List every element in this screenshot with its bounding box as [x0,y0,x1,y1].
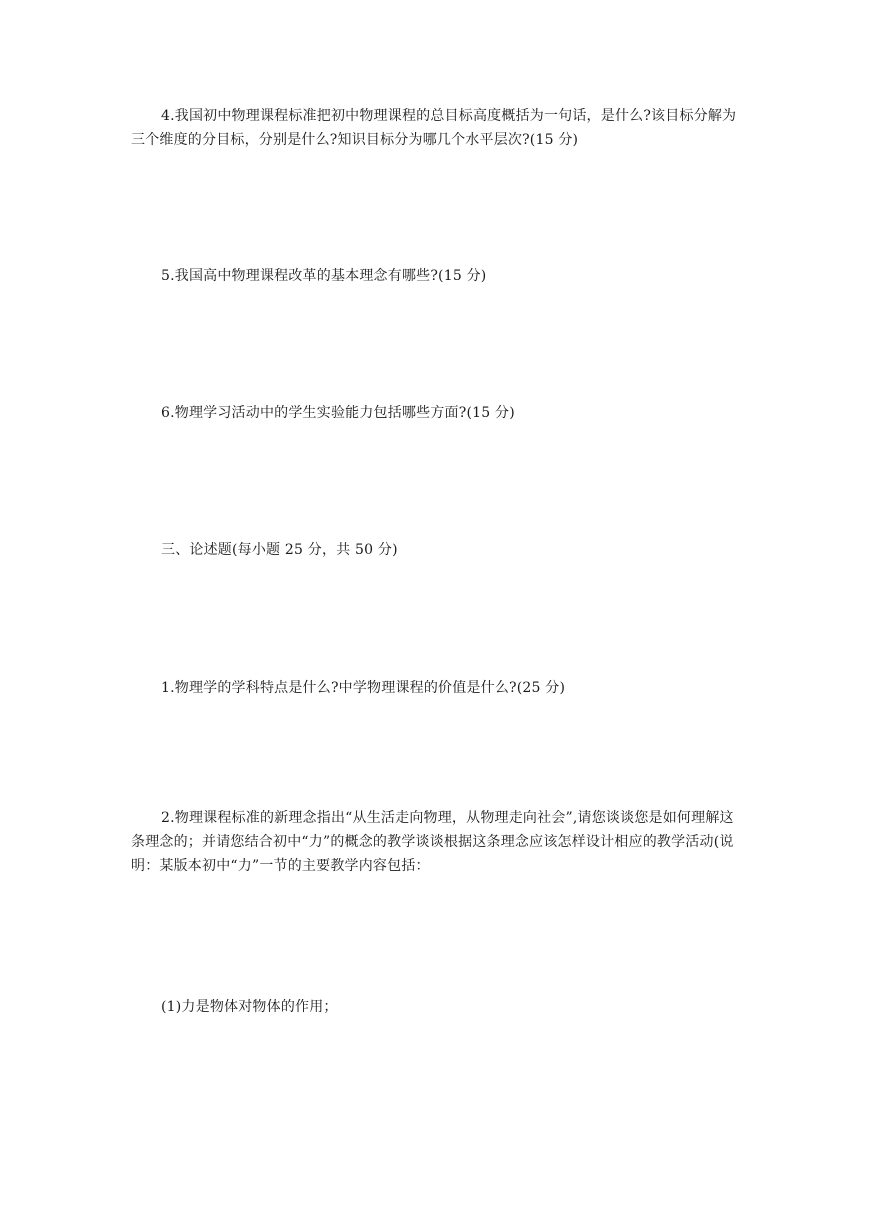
question-4: 4.我国初中物理课程标准把初中物理课程的总目标高度概括为一句话，是什么?该目标分解为三个维度的分目标，分别是什么?知识目标分为哪几个水平层次?(15 分) [131,108,737,148]
question-5: 5.我国高中物理课程改革的基本理念有哪些?(15 分) [161,268,487,284]
section-heading-essay: 三、论述题(每小题 25 分，共 50 分) [161,542,398,558]
essay-question-2: 2.物理课程标准的新理念指出“从生活走向物理，从物理走向社会”,请您谈谈您是如何理解这条理念的；并请您结合初中“力”的概念的教学谈谈根据这条理念应该怎样设计相应的教学活动(说明：某版本初中“力”一节的主要教学内容包括： [131,810,734,874]
content-item-1: (1)力是物体对物体的作用； [161,999,338,1015]
question-6: 6.物理学习活动中的学生实验能力包括哪些方面?(15 分) [161,405,515,421]
essay-question-1: 1.物理学的学科特点是什么?中学物理课程的价值是什么?(25 分) [161,680,566,696]
